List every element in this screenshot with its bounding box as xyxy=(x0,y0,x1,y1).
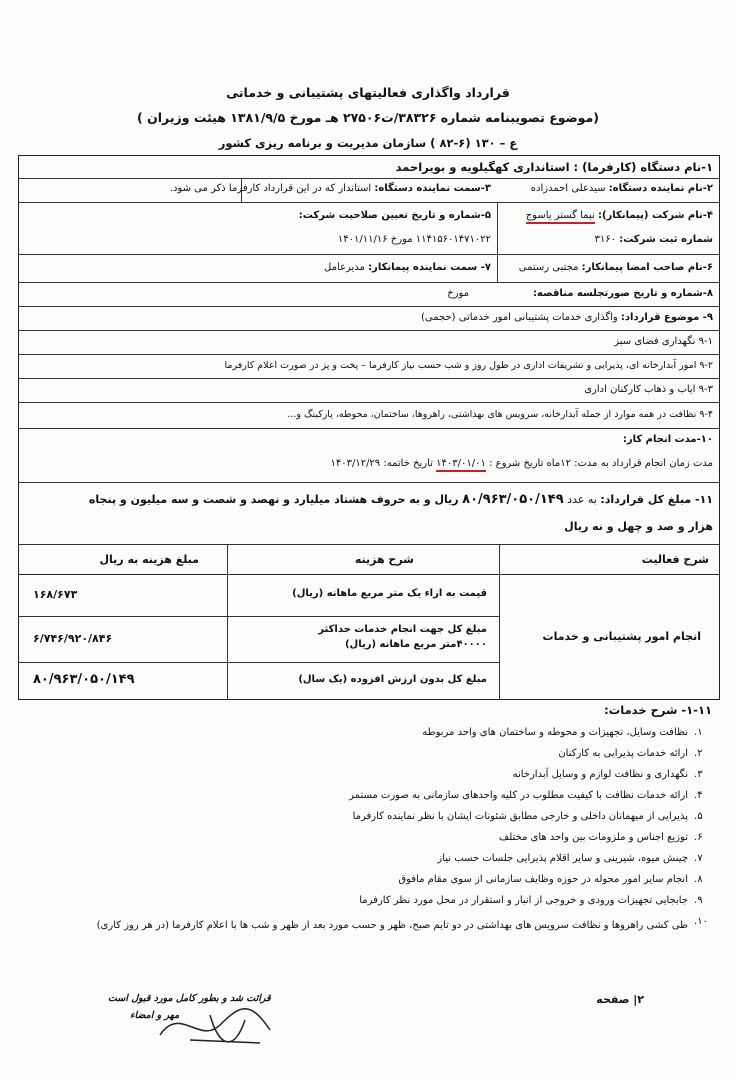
row-subject xyxy=(19,306,719,331)
column-divider xyxy=(497,202,498,254)
signatory-value: مجتبی رستمی xyxy=(518,262,579,273)
representative-role-label: ۳-سمت نماینده دستگاه: xyxy=(374,183,491,194)
qualification-value: ۱۱۴۱۵۶۰۱۴۷۱۰۲۲ مورخ ۱۴۰۱/۱۱/۱۶ xyxy=(337,234,491,245)
list-item: ۲. ارائه خدمات پذیرایی به کارکنان xyxy=(558,748,703,759)
amount-number: ۸۰/۹۶۳/۰۵۰/۱۴۹ xyxy=(462,492,564,507)
employer-name: ۱-نام دستگاه (کارفرما) : استانداری کهگیلویه و بویراحمد xyxy=(395,160,713,174)
document-reference: ع – ۱۳۰ (۶-۸۲ ) سازمان مدیریت و برنامه ریزی کشور xyxy=(218,136,518,150)
list-item: ۶. توزیع اجناس و ملزومات بین واحد های مختلف xyxy=(498,832,703,843)
header-activity: شرح فعالیت xyxy=(641,553,709,566)
cost-description: قیمت به ازاء یک متر مربع ماهانه (ریال) xyxy=(292,588,487,599)
document-subtitle: (موضوع تصویبنامه شماره ۳۸۳۲۶/ت۲۷۵۰۶ هـ مورخ ۱۳۸۱/۹/۵ هیئت وزیران ) xyxy=(137,110,599,125)
representative-label: ۲-نام نماینده دستگاه: xyxy=(608,183,713,194)
contractor-value: نیما گستر یاسوج xyxy=(526,210,595,224)
duration-value: مدت زمان انجام قرارداد به مدت: ۱۲ماه تاریخ شروع : xyxy=(489,458,713,469)
row-tender xyxy=(19,282,719,307)
table-row xyxy=(19,574,499,617)
contractor-role-value: مدیرعامل xyxy=(324,262,365,273)
cost-table-body xyxy=(19,574,719,699)
document-title: قرارداد واگذاری فعالیتهای پشتیبانی و خدماتی xyxy=(226,85,510,100)
cost-description: مبلغ کل جهت انجام خدمات حداکثر ۴۰۰۰۰متر مربع ماهانه (ریال) xyxy=(318,624,487,650)
list-item: ۹. جابجایی تجهیزات ورودی و خروجی از انبار و استقرار در محل مورد نظر کارفرما xyxy=(359,895,703,906)
table-row xyxy=(19,616,499,663)
cost-table-header xyxy=(19,544,719,575)
row-subject-1 xyxy=(19,330,719,355)
contract-form xyxy=(18,155,720,700)
list-item: ۱. نظافت وسایل، تجهیزات و محوطه و ساختمان های واحد مربوطه xyxy=(422,727,703,738)
list-item: ۷. چینش میوه، شیرینی و سایر اقلام پذیرایی جلسات حسب نیاز xyxy=(437,853,703,864)
amount-words: ریال و به حروف هشتاد میلیارد و نهصد و شصت و سه میلیون و پنجاه xyxy=(88,493,459,506)
header-description: شرح هزینه xyxy=(354,553,414,566)
list-item: ۵. پذیرایی از میهمانان داخلی و خارجی مطابق شئونات ایشان با نظر نماینده کارفرما xyxy=(352,811,703,822)
column-divider xyxy=(227,544,228,574)
signatory-label: ۶-نام صاحب امضا پیمانکار: xyxy=(581,262,713,273)
cost-description: مبلغ کل بدون ارزش افزوده (یک سال) xyxy=(298,674,487,685)
tender-label: ۸-شماره و تاریخ صورتجلسه مناقصه: xyxy=(532,288,713,299)
row-representative xyxy=(19,178,719,203)
end-date: تاریخ خاتمه: ۱۴۰۳/۱۲/۲۹ xyxy=(330,458,433,469)
column-divider xyxy=(499,574,500,699)
activity-name: انجام امور پشتیبانی و خدمات xyxy=(542,630,701,643)
registration-label: شماره ثبت شرکت: xyxy=(619,234,713,245)
contractor-label: ۴-نام شرکت (پیمانکار): xyxy=(597,210,713,221)
subject-label: ۹- موضوع قرارداد: xyxy=(620,312,713,323)
subject-item: ۹-۱ نگهداری فضای سبز xyxy=(614,336,713,347)
row-subject-3 xyxy=(19,378,719,403)
row-subject-4 xyxy=(19,402,719,429)
list-item: ۴. ارائه خدمات نظافت با کیفیت مطلوب در کلیه واحدهای سازمانی به صورت مستمر xyxy=(349,790,703,801)
row-amount xyxy=(19,482,719,545)
cost-amount: ۸۰/۹۶۳/۰۵۰/۱۴۹ xyxy=(33,672,135,687)
tender-date: مورخ xyxy=(447,288,469,299)
cost-amount: ۱۶۸/۶۷۳ xyxy=(33,588,78,601)
duration-label: ۱۰-مدت انجام کار: xyxy=(622,434,713,445)
contractor-role-label: ۷- سمت نماینده پیمانکار: xyxy=(368,262,491,273)
representative-role-value: استاندار که در این قرارداد کارفرما ذکر می شود. xyxy=(169,183,372,194)
qualification-label: ۵-شماره و تاریخ تعیین صلاحیت شرکت: xyxy=(298,210,491,221)
amount-prefix: به عدد xyxy=(567,493,597,506)
services-section xyxy=(32,703,712,945)
row-subject-2 xyxy=(19,354,719,379)
registration-value: ۳۱۶۰ xyxy=(594,234,617,245)
amount-label: ۱۱- مبلغ کل قرارداد: xyxy=(600,493,713,506)
stamp-text: قرائت شد و بطور کامل مورد قبول است xyxy=(108,993,271,1004)
column-divider xyxy=(499,544,500,574)
row-duration xyxy=(19,428,719,483)
services-heading: ۱-۱۱- شرح خدمات: xyxy=(604,703,712,717)
signature-image xyxy=(150,995,290,1055)
stamp-text: مهر و امضاء xyxy=(130,1010,180,1021)
representative-value: سیدعلی احمدزاده xyxy=(530,183,606,194)
subject-item: ۹-۳ ایاب و ذهاب کارکنان اداری xyxy=(584,384,713,395)
list-item: ۳. نگهداری و نظافت لوازم و وسایل آبدارخانه xyxy=(512,769,703,780)
row-employer xyxy=(19,156,719,179)
list-item: ۸. انجام سایر امور محوله در حوزه وظایف سازمانی از سوی مقام مافوق xyxy=(398,874,703,885)
subject-item: ۹-۲ امور آبدارخانه ای، پذیرایی و تشریفات اداری در طول روز و شب حسب نیاز کارفرما – پخت و پز در صورت اعلام کارفرما xyxy=(224,360,713,371)
start-date: ۱۴۰۳/۰۱/۰۱ xyxy=(436,458,486,472)
cost-amount: ۶/۷۴۶/۹۲۰/۸۴۶ xyxy=(33,632,113,645)
subject-item: ۹-۴ نظافت در همه موارد از جمله آبدارخانه، سرویس های بهداشتی، راهروها، ساختمان، محوطه، پارکینگ و... xyxy=(287,409,713,420)
table-row xyxy=(19,662,499,698)
amount-words-cont: هزار و صد و چهل و نه ریال xyxy=(564,520,713,533)
subject-value: واگذاری خدمات پشتیبانی امور خدماتی (حجمی) xyxy=(420,312,618,323)
page-number: ۲| صفحه xyxy=(596,993,644,1006)
list-item: ۱۰. طی کشی راهروها و نظافت سرویس های بهداشتی در دو تایم صبح، ظهر و حسب مورد بعد از ظهر و شب ها با اعلام کارفرما (در هر روز کاری) xyxy=(96,916,708,931)
header-amount: مبلغ هزینه به ریال xyxy=(99,553,199,566)
row-signatory xyxy=(19,254,719,283)
column-divider xyxy=(497,254,498,282)
row-contractor xyxy=(19,202,719,255)
